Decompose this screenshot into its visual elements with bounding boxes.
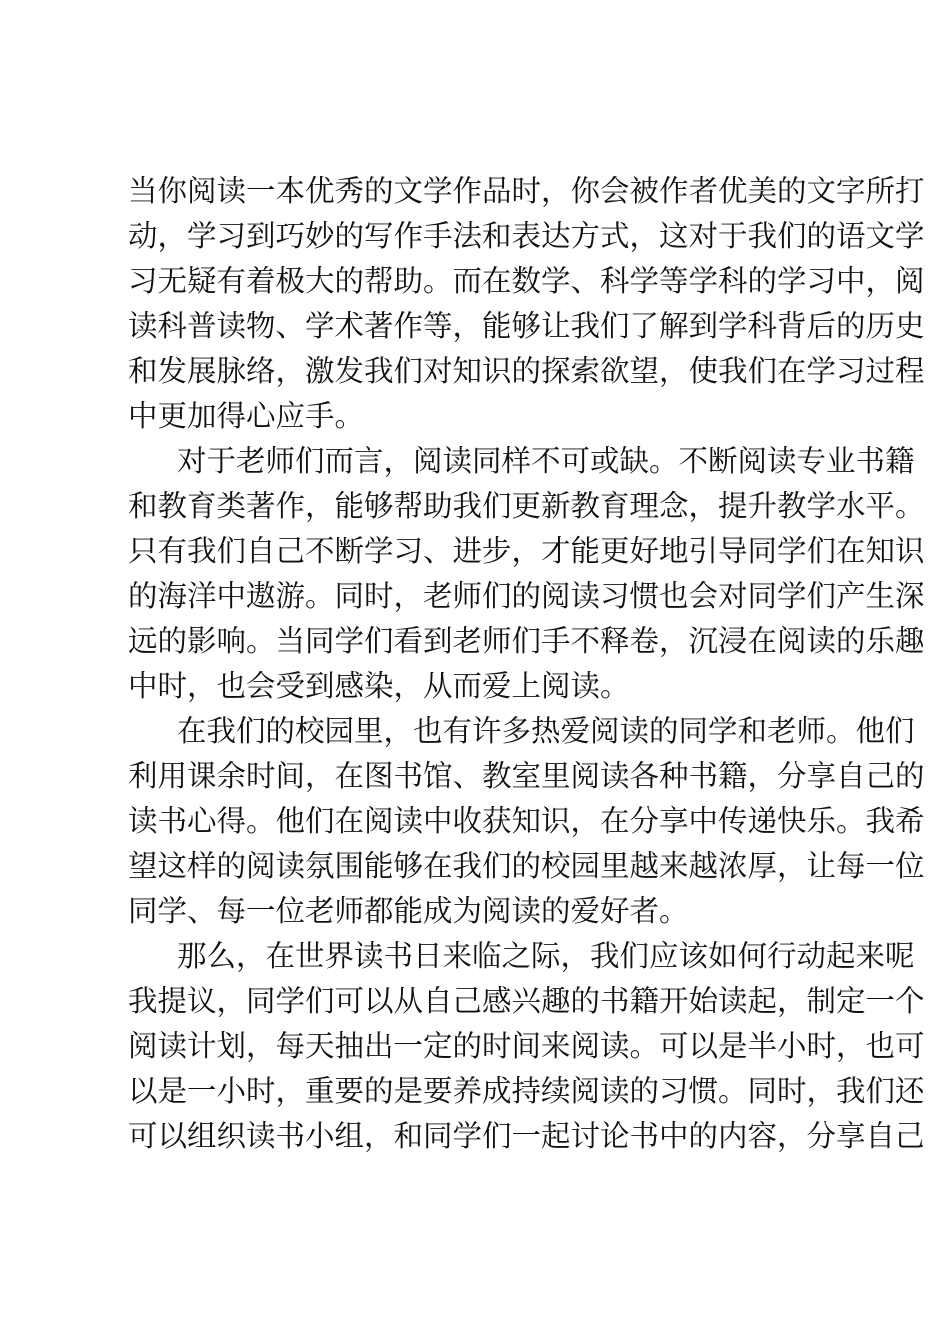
- text-line: 中时，也会受到感染，从而爱上阅读。: [128, 669, 630, 703]
- text-line: 中更加得心应手。: [128, 399, 365, 433]
- text-line: 利用课余时间，在图书馆、教室里阅读各种书籍，分享自己的: [128, 759, 925, 793]
- paragraph-first-line: 对于老师们而言，阅读同样不可或缺。不断阅读专业书籍: [177, 444, 915, 478]
- text-line: 可以组织读书小组，和同学们一起讨论书中的内容，分享自己: [128, 1119, 925, 1153]
- text-line: 同学、每一位老师都能成为阅读的爱好者。: [128, 894, 689, 928]
- text-line: 和教育类著作，能够帮助我们更新教育理念，提升教学水平。: [128, 489, 925, 523]
- text-line: 当你阅读一本优秀的文学作品时，你会被作者优美的文字所打: [128, 174, 925, 208]
- paragraph-first-line: 在我们的校园里，也有许多热爱阅读的同学和老师。他们: [177, 714, 915, 748]
- text-line: 只有我们自己不断学习、进步，才能更好地引导同学们在知识: [128, 534, 925, 568]
- text-line: 我提议，同学们可以从自己感兴趣的书籍开始读起，制定一个: [128, 984, 925, 1018]
- text-line: 习无疑有着极大的帮助。而在数学、科学等学科的学习中，阅: [128, 264, 925, 298]
- text-line: 和发展脉络，激发我们对知识的探索欲望，使我们在学习过程: [128, 354, 925, 388]
- text-line: 读科普读物、学术著作等，能够让我们了解到学科背后的历史: [128, 309, 925, 343]
- text-line: 以是一小时，重要的是要养成持续阅读的习惯。同时，我们还: [128, 1074, 925, 1108]
- text-line: 阅读计划，每天抽出一定的时间来阅读。可以是半小时，也可: [128, 1029, 925, 1063]
- text-line: 的海洋中遨游。同时，老师们的阅读习惯也会对同学们产生深: [128, 579, 925, 613]
- text-line: 动，学习到巧妙的写作手法和表达方式，这对于我们的语文学: [128, 219, 925, 253]
- paragraph-first-line: 那么，在世界读书日来临之际，我们应该如何行动起来呢: [177, 939, 915, 973]
- text-line: 望这样的阅读氛围能够在我们的校园里越来越浓厚，让每一位: [128, 849, 925, 883]
- text-line: 远的影响。当同学们看到老师们手不释卷，沉浸在阅读的乐趣: [128, 624, 925, 658]
- text-line: 读书心得。他们在阅读中收获知识，在分享中传递快乐。我希: [128, 804, 925, 838]
